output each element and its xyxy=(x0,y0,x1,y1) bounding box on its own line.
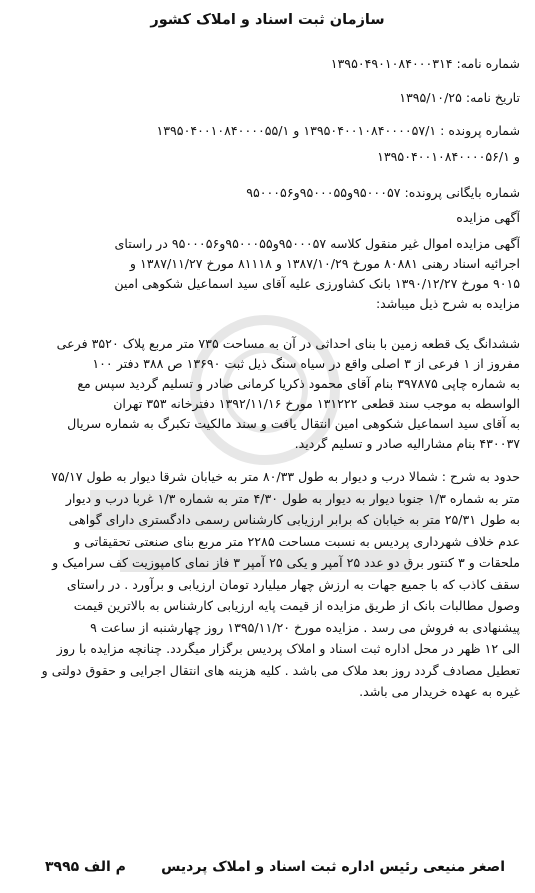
notice-text-line: ششدانگ یک قطعه زمین با بنای احداثی در آن به مساحت ۷۳۵ متر مربع پلاک ۳۵۲۰ فرعی xyxy=(56,336,520,351)
notice-text-line: حدود به شرح : شمالا درب و دیوار به طول ۸۰/۳۳ متر به خیابان شرقا دیوار به طول ۷۵/۱۷ xyxy=(51,469,520,484)
case-number-line-2: و ۱۳۹۵۰۴۰۰۱۰۸۴۰۰۰۰۵۶/۱ xyxy=(377,149,520,164)
archive-number: شماره بایگانی پرونده: ۹۵۰۰۰۵۷و۹۵۰۰۰۵۵و۹۵۰۰۰۵۶ xyxy=(246,185,520,200)
notice-text-line: وصول مطالبات بانک از طریق مزایده از قیمت پایه ارزیابی کارشناس به بالاترین قیمت xyxy=(73,598,520,613)
notice-text-line: اجرائیه اسناد رهنی ۸۰۸۸۱ مورخ ۱۳۸۷/۱۰/۲۹ و ۸۱۱۱۸ مورخ ۱۳۸۷/۱۱/۲۷ و xyxy=(129,256,520,271)
letter-number: شماره نامه: ۱۳۹۵۰۴۹۰۱۰۸۴۰۰۰۳۱۴ xyxy=(330,56,520,71)
notice-text-line: آگهی مزایده اموال غیر منقول کلاسه ۹۵۰۰۰۵۷و۹۵۰۰۰۵۵و۹۵۰۰۰۵۶ در راستای xyxy=(114,236,520,251)
notice-text-line: ۴۳۰۰۳۷ بنام مشارالیه صادر و تسلیم گردید. xyxy=(294,436,520,451)
page-title: سازمان ثبت اسناد و املاک کشور xyxy=(150,12,385,28)
notice-text-line: به طول ۲۵/۳۱ متر به خیابان که برابر ارزیابی کارشناس رسمی دادگستری دارای گواهی xyxy=(68,512,520,527)
notice-text-line: عدم خلاف شهرداری پردیس به نسبت مساحت ۲۲۸۵ متر مربع بنای صنعتی تحقیقاتی و xyxy=(74,533,520,549)
notice-text-line: سقف کاذب که با جمیع جهات به ارزش چهار میلیارد تومان ارزیابی و برآورد . در راستای xyxy=(66,576,520,592)
notice-text-line: مفروز از ۱ فرعی از ۳ اصلی واقع در سیاه سنگ ذیل ثبت ۱۳۶۹۰ ص ۳۸۸ دفتر ۱۰۰ xyxy=(92,356,520,371)
notice-text-line: الی ۱۲ ظهر در محل اداره ثبت اسناد و املاک پردیس برگزار میگردد. چنانچه مزایده با روز xyxy=(56,641,520,656)
property-details xyxy=(10,466,520,703)
notice-text-line: پیشنهادی به فروش می رسد . مزایده مورخ ۱۳۹۵/۱۱/۲۰ روز چهارشنبه از ساعت ۹ xyxy=(90,619,520,635)
letter-date: تاریخ نامه: ۱۳۹۵/۱۰/۲۵ xyxy=(399,90,520,105)
signature-block xyxy=(15,859,505,875)
case-number-line-1: شماره پرونده : ۱۳۹۵۰۴۰۰۱۰۸۴۰۰۰۰۵۷/۱ و ۱۳۹۵۰۴۰۰۱۰۸۴۰۰۰۰۵۵/۱ xyxy=(156,123,520,138)
notice-text-line: الواسطه به موجب سند قطعی ۱۳۱۲۲۲ مورخ ۱۳۹۲/۱۱/۱۶ دفترخانه ۳۵۳ تهران xyxy=(113,396,520,411)
notice-intro xyxy=(10,234,520,314)
signature: اصغر منیعی رئیس اداره ثبت اسناد و املاک پردیس xyxy=(161,859,505,875)
notice-text-line: تعطیل مصادف گردد روز بعد ملاک می باشد . کلیه هزینه های انتقال اجرایی و حقوق دولتی و xyxy=(41,662,520,678)
notice-text-line: ملحقات و ۳ کنتور برق دو عدد ۲۵ آمپر و یکی ۲۵ آمپر ۳ فاز نمای کامپوزیت کف سرامیک و xyxy=(52,555,520,570)
notice-text-line: غیره به عهده خریدار می باشد. xyxy=(359,684,520,699)
notice-text-line: متر به شماره ۱/۳ جنوبا دیوار به دیوار به طول ۴/۳۰ متر به شماره ۱/۳ غربا درب و دیوار xyxy=(65,490,520,506)
notice-text-line: مزایده به شرح ذیل میباشد: xyxy=(375,296,520,311)
property-description xyxy=(10,334,520,454)
notice-heading: آگهی مزایده xyxy=(456,210,520,225)
notice-text-line: به آقای سید اسماعیل شکوهی امین انتقال یافت و سند مالکیت تکبرگ به شماره سریال xyxy=(67,416,520,431)
notice-text-line: ۹۰۱۵ مورخ ۱۳۹۰/۱۲/۲۷ بانک کشاورزی علیه آقای سید اسماعیل شکوهی امین xyxy=(114,276,520,291)
notice-code: م الف ۳۹۹۵ xyxy=(45,859,126,875)
notice-text-line: به شماره چاپی ۳۹۷۸۷۵ بنام آقای محمود ذکریا کرمانی صادر و تسلیم گردید سپس مع xyxy=(77,376,520,391)
